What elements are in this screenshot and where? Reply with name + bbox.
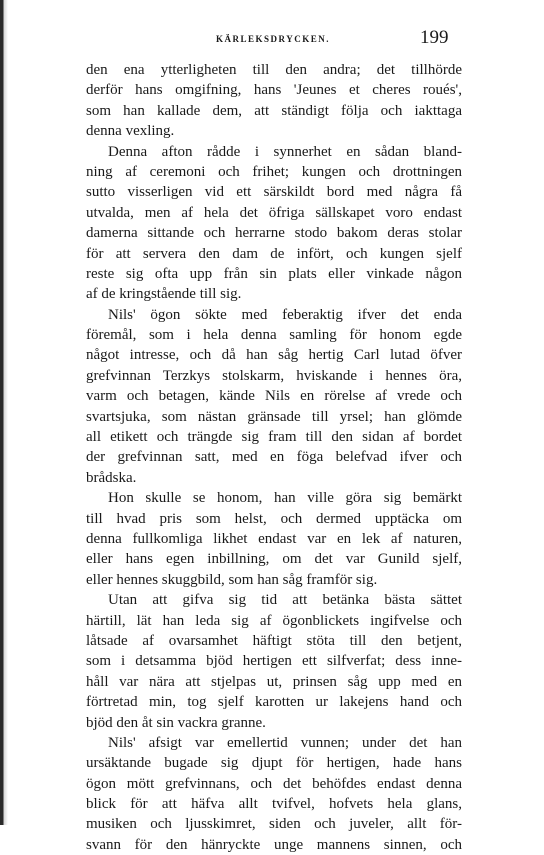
text-line: föremål, som i hela denna samling för honom egde xyxy=(86,327,462,344)
text-line: något intresse, och då han såg hertig Carl lutad öfver xyxy=(86,347,462,364)
text-line: denna vexling. xyxy=(86,123,175,140)
text-line: brådska. xyxy=(86,469,137,486)
text-line: förtretad min, tog sjelf karotten ur lakejens hand och xyxy=(86,694,462,711)
text-line: eller hennes skuggbild, som han såg framför sig. xyxy=(86,571,378,588)
text-line: damerna sittande och herrarne stodo bakom deras stolar xyxy=(86,225,462,242)
running-head: KÄRLEKSDRYCKEN. xyxy=(216,34,330,44)
body-text xyxy=(86,60,462,855)
text-line: all etikett och trängde sig fram till den sidan af bordet xyxy=(86,429,462,446)
text-line: Utan att gifva sig tid att betänka bästa sättet xyxy=(108,592,462,609)
text-line: varm och betagen, kände Nils en rörelse af vrede och xyxy=(86,388,462,405)
text-line: ögon mött grefvinnans, och det behöfdes endast denna xyxy=(86,775,462,792)
text-line: ursäktande bugade sig djupt för hertigen, hade hans xyxy=(86,755,462,772)
text-line: eller hans egen inbillning, om det var Gunild sjelf, xyxy=(86,551,462,568)
text-line: som i detsamma bjöd hertigen ett silfverfat; dess inne- xyxy=(86,653,462,670)
text-line: håll var nära att stjelpas ut, prinsen såg upp med en xyxy=(86,673,462,690)
text-line: svartsjuka, som nästan gränsade till yrsel; han glömde xyxy=(86,408,462,425)
text-line: derför hans omgifning, hans 'Jeunes et cheres roués', xyxy=(86,82,462,99)
text-line: som han kallade dem, att ständigt följa och iakttaga xyxy=(86,102,462,119)
text-line: Nils' ögon sökte med feberaktig ifver det enda xyxy=(108,306,462,323)
text-line: Hon skulle se honom, han ville göra sig bemärkt xyxy=(108,490,462,507)
text-line: ning af ceremoni och frihet; kungen och drottningen xyxy=(86,163,462,180)
text-line: den ena ytterligheten till den andra; det tillhörde xyxy=(86,62,462,78)
text-line: härtill, lät han leda sig af ögonblickets ingifvelse och xyxy=(86,612,462,629)
text-line: der grefvinnan satt, med en föga belefvad ifver och xyxy=(86,449,462,466)
text-line: blick för att häfva allt tvifvel, hofvets hela glans, xyxy=(86,796,462,813)
text-line: låtsade af ovarsamhet häftigt stöta till den betjent, xyxy=(86,632,462,649)
text-line: svann för den hänryckte unge mannens sinnen, och xyxy=(86,836,462,853)
text-line: af de kringstående till sig. xyxy=(86,286,242,303)
text-line: musiken och ljusskimret, siden och juveler, allt för- xyxy=(86,816,462,833)
text-line: denna fullkomliga likhet endast var en lek af naturen, xyxy=(86,530,462,547)
text-line: Denna afton rådde i synnerhet en sådan bland- xyxy=(108,143,462,160)
text-line: till hvad pris som helst, och dermed upptäcka om xyxy=(86,510,462,527)
text-line: för att servera den dam de infört, och kungen sjelf xyxy=(86,245,462,262)
text-line: bjöd den åt sin vackra granne. xyxy=(86,714,266,731)
text-line: utvalda, men af hela det öfriga sällskapet voro endast xyxy=(86,204,462,221)
text-line: Nils' afsigt var emellertid vunnen; under det han xyxy=(108,734,462,751)
page-number: 199 xyxy=(420,27,449,48)
text-line: sutto visserligen vid ett särskildt bord med några få xyxy=(86,184,462,201)
text-line: grefvinnan Terzkys stolskarm, hviskande i hennes öra, xyxy=(86,367,462,384)
page-binding-edge xyxy=(0,0,8,825)
text-line: reste sig ofta upp från sin plats eller vinkade någon xyxy=(86,265,462,282)
